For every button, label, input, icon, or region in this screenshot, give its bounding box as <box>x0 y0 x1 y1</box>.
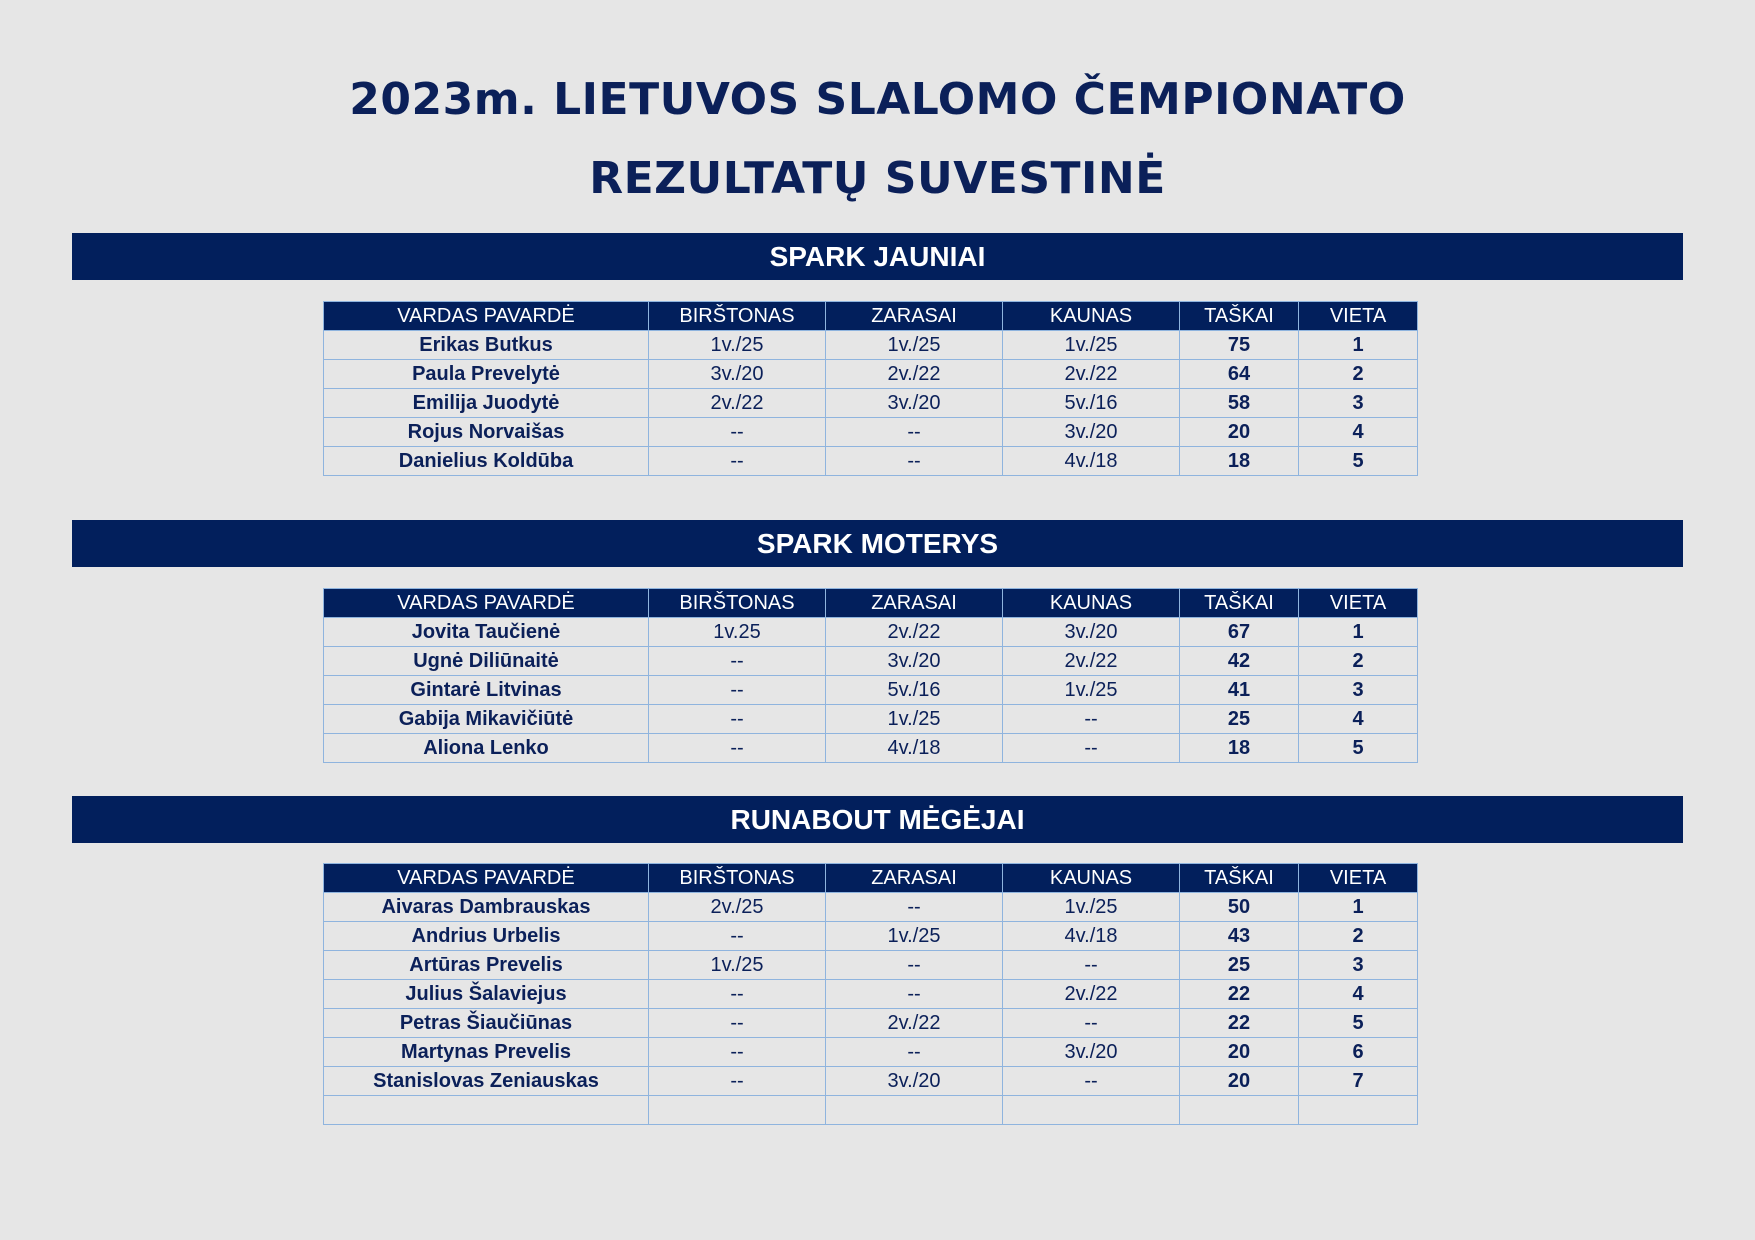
cell-birstonas: -- <box>649 447 826 476</box>
column-header-taskai: TAŠKAI <box>1180 589 1299 618</box>
cell-name: Stanislovas Zeniauskas <box>324 1067 649 1096</box>
cell-name: Jovita Taučienė <box>324 618 649 647</box>
column-header-kaunas: KAUNAS <box>1003 302 1180 331</box>
cell-kaunas: 1v./25 <box>1003 893 1180 922</box>
column-header-taskai: TAŠKAI <box>1180 302 1299 331</box>
cell-kaunas <box>1003 1096 1180 1125</box>
cell-kaunas: 1v./25 <box>1003 676 1180 705</box>
cell-zarasai: -- <box>826 418 1003 447</box>
column-header-vieta: VIETA <box>1299 864 1418 893</box>
cell-vieta: 4 <box>1299 418 1418 447</box>
cell-name: Martynas Prevelis <box>324 1038 649 1067</box>
cell-zarasai: 1v./25 <box>826 705 1003 734</box>
table-row <box>324 418 1418 447</box>
cell-name: Andrius Urbelis <box>324 922 649 951</box>
cell-kaunas: 1v./25 <box>1003 331 1180 360</box>
section-header-spark-jauniai: SPARK JAUNIAI <box>72 233 1683 280</box>
table-row <box>324 647 1418 676</box>
page-title-line-2: REZULTATŲ SUVESTINĖ <box>589 153 1166 204</box>
cell-taskai: 58 <box>1180 389 1299 418</box>
section-header-spark-moterys: SPARK MOTERYS <box>72 520 1683 567</box>
cell-taskai <box>1180 1096 1299 1125</box>
results-table-runabout-megejai <box>323 863 1418 1125</box>
cell-vieta: 3 <box>1299 951 1418 980</box>
table-row <box>324 951 1418 980</box>
column-header-birstonas: BIRŠTONAS <box>649 589 826 618</box>
column-header-vieta: VIETA <box>1299 589 1418 618</box>
cell-vieta: 5 <box>1299 447 1418 476</box>
column-header-zarasai: ZARASAI <box>826 302 1003 331</box>
table-row <box>324 893 1418 922</box>
cell-birstonas: -- <box>649 734 826 763</box>
column-header-zarasai: ZARASAI <box>826 864 1003 893</box>
column-header-taskai: TAŠKAI <box>1180 864 1299 893</box>
cell-zarasai: 2v./22 <box>826 1009 1003 1038</box>
cell-taskai: 18 <box>1180 447 1299 476</box>
cell-taskai: 18 <box>1180 734 1299 763</box>
cell-zarasai: 5v./16 <box>826 676 1003 705</box>
cell-kaunas: 5v./16 <box>1003 389 1180 418</box>
cell-zarasai: 2v./22 <box>826 360 1003 389</box>
cell-birstonas <box>649 1096 826 1125</box>
cell-kaunas: 2v./22 <box>1003 980 1180 1009</box>
cell-birstonas: -- <box>649 705 826 734</box>
cell-kaunas: -- <box>1003 1009 1180 1038</box>
cell-kaunas: -- <box>1003 705 1180 734</box>
cell-zarasai: -- <box>826 980 1003 1009</box>
cell-kaunas: 3v./20 <box>1003 418 1180 447</box>
column-header-kaunas: KAUNAS <box>1003 864 1180 893</box>
cell-taskai: 20 <box>1180 1067 1299 1096</box>
cell-zarasai: 3v./20 <box>826 389 1003 418</box>
cell-birstonas: -- <box>649 980 826 1009</box>
cell-vieta: 4 <box>1299 705 1418 734</box>
column-header-name: VARDAS PAVARDĖ <box>324 302 649 331</box>
cell-vieta: 1 <box>1299 618 1418 647</box>
cell-vieta: 5 <box>1299 734 1418 763</box>
cell-name: Gabija Mikavičiūtė <box>324 705 649 734</box>
cell-vieta: 3 <box>1299 389 1418 418</box>
cell-taskai: 50 <box>1180 893 1299 922</box>
table-header-row <box>324 589 1418 618</box>
cell-name: Erikas Butkus <box>324 331 649 360</box>
cell-zarasai: 4v./18 <box>826 734 1003 763</box>
cell-vieta <box>1299 1096 1418 1125</box>
cell-zarasai: 1v./25 <box>826 922 1003 951</box>
cell-kaunas: 3v./20 <box>1003 1038 1180 1067</box>
table-row <box>324 705 1418 734</box>
cell-birstonas: -- <box>649 647 826 676</box>
table-row <box>324 676 1418 705</box>
cell-birstonas: -- <box>649 922 826 951</box>
cell-birstonas: -- <box>649 1038 826 1067</box>
cell-zarasai: -- <box>826 893 1003 922</box>
cell-kaunas: 2v./22 <box>1003 360 1180 389</box>
table-row <box>324 1009 1418 1038</box>
cell-zarasai <box>826 1096 1003 1125</box>
cell-taskai: 64 <box>1180 360 1299 389</box>
cell-birstonas: 1v.25 <box>649 618 826 647</box>
column-header-birstonas: BIRŠTONAS <box>649 302 826 331</box>
column-header-name: VARDAS PAVARDĖ <box>324 589 649 618</box>
results-table-spark-moterys <box>323 588 1418 763</box>
cell-kaunas: 4v./18 <box>1003 447 1180 476</box>
cell-zarasai: -- <box>826 951 1003 980</box>
cell-taskai: 22 <box>1180 980 1299 1009</box>
cell-kaunas: -- <box>1003 1067 1180 1096</box>
cell-name: Aliona Lenko <box>324 734 649 763</box>
cell-kaunas: 2v./22 <box>1003 647 1180 676</box>
cell-vieta: 5 <box>1299 1009 1418 1038</box>
cell-zarasai: 1v./25 <box>826 331 1003 360</box>
cell-vieta: 2 <box>1299 360 1418 389</box>
cell-vieta: 6 <box>1299 1038 1418 1067</box>
cell-birstonas: 1v./25 <box>649 331 826 360</box>
table-row <box>324 922 1418 951</box>
cell-name: Aivaras Dambrauskas <box>324 893 649 922</box>
cell-taskai: 42 <box>1180 647 1299 676</box>
cell-vieta: 3 <box>1299 676 1418 705</box>
cell-name: Danielius Koldūba <box>324 447 649 476</box>
cell-vieta: 7 <box>1299 1067 1418 1096</box>
cell-birstonas: -- <box>649 1067 826 1096</box>
cell-vieta: 2 <box>1299 647 1418 676</box>
table-row <box>324 618 1418 647</box>
table-row <box>324 331 1418 360</box>
cell-name <box>324 1096 649 1125</box>
cell-zarasai: -- <box>826 1038 1003 1067</box>
cell-kaunas: 4v./18 <box>1003 922 1180 951</box>
table-header-row <box>324 302 1418 331</box>
cell-taskai: 67 <box>1180 618 1299 647</box>
cell-birstonas: -- <box>649 676 826 705</box>
cell-taskai: 43 <box>1180 922 1299 951</box>
cell-name: Petras Šiaučiūnas <box>324 1009 649 1038</box>
page-title-line-1: 2023m. LIETUVOS SLALOMO ČEMPIONATO <box>349 74 1406 125</box>
cell-taskai: 75 <box>1180 331 1299 360</box>
cell-name: Rojus Norvaišas <box>324 418 649 447</box>
table-row <box>324 1038 1418 1067</box>
cell-kaunas: 3v./20 <box>1003 618 1180 647</box>
table-row <box>324 360 1418 389</box>
cell-birstonas: 2v./25 <box>649 893 826 922</box>
cell-name: Gintarė Litvinas <box>324 676 649 705</box>
cell-name: Artūras Prevelis <box>324 951 649 980</box>
column-header-kaunas: KAUNAS <box>1003 589 1180 618</box>
cell-birstonas: 1v./25 <box>649 951 826 980</box>
cell-taskai: 25 <box>1180 951 1299 980</box>
table-row <box>324 1067 1418 1096</box>
cell-vieta: 1 <box>1299 893 1418 922</box>
cell-birstonas: 3v./20 <box>649 360 826 389</box>
column-header-vieta: VIETA <box>1299 302 1418 331</box>
table-row <box>324 980 1418 1009</box>
cell-zarasai: -- <box>826 447 1003 476</box>
cell-zarasai: 2v./22 <box>826 618 1003 647</box>
cell-vieta: 4 <box>1299 980 1418 1009</box>
cell-vieta: 2 <box>1299 922 1418 951</box>
results-table-spark-jauniai <box>323 301 1418 476</box>
cell-zarasai: 3v./20 <box>826 1067 1003 1096</box>
section-header-runabout-megejai: RUNABOUT MĖGĖJAI <box>72 796 1683 843</box>
cell-taskai: 20 <box>1180 1038 1299 1067</box>
cell-kaunas: -- <box>1003 734 1180 763</box>
column-header-birstonas: BIRŠTONAS <box>649 864 826 893</box>
cell-kaunas: -- <box>1003 951 1180 980</box>
cell-zarasai: 3v./20 <box>826 647 1003 676</box>
cell-taskai: 20 <box>1180 418 1299 447</box>
cell-taskai: 41 <box>1180 676 1299 705</box>
cell-vieta: 1 <box>1299 331 1418 360</box>
table-header-row <box>324 864 1418 893</box>
table-row <box>324 734 1418 763</box>
table-row <box>324 1096 1418 1125</box>
cell-birstonas: -- <box>649 1009 826 1038</box>
cell-taskai: 25 <box>1180 705 1299 734</box>
cell-birstonas: -- <box>649 418 826 447</box>
table-row <box>324 447 1418 476</box>
cell-name: Ugnė Diliūnaitė <box>324 647 649 676</box>
cell-name: Paula Prevelytė <box>324 360 649 389</box>
column-header-name: VARDAS PAVARDĖ <box>324 864 649 893</box>
cell-taskai: 22 <box>1180 1009 1299 1038</box>
cell-name: Julius Šalaviejus <box>324 980 649 1009</box>
table-row <box>324 389 1418 418</box>
column-header-zarasai: ZARASAI <box>826 589 1003 618</box>
cell-birstonas: 2v./22 <box>649 389 826 418</box>
cell-name: Emilija Juodytė <box>324 389 649 418</box>
